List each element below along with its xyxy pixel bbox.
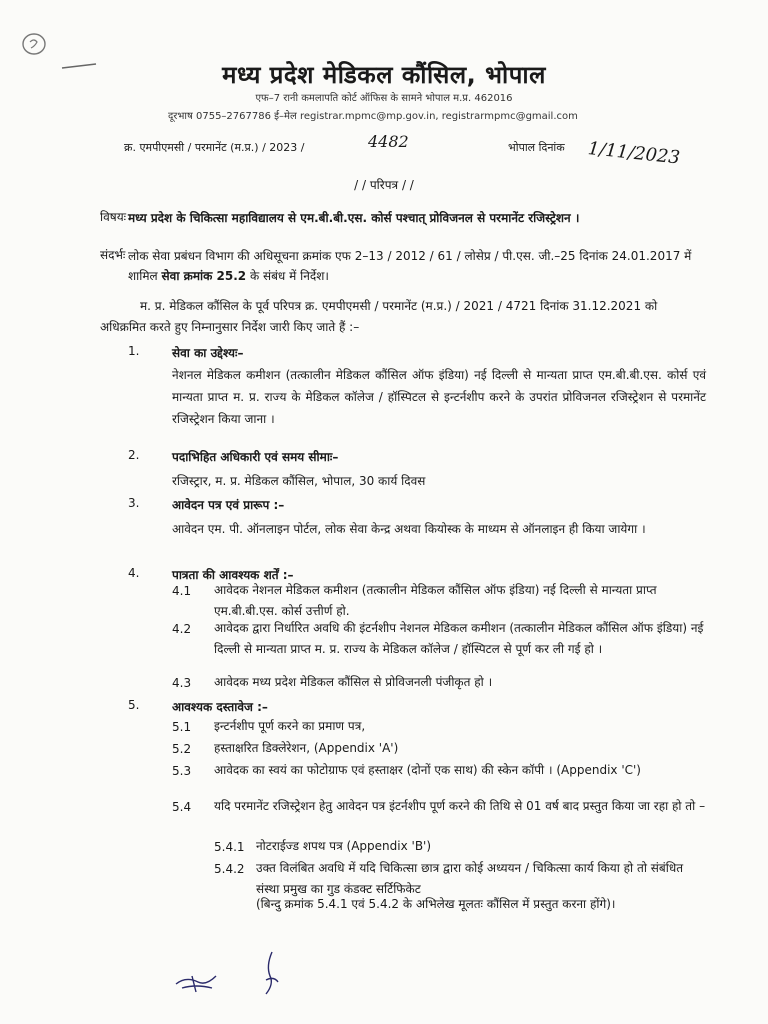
section-number: 4.: [128, 566, 140, 580]
subitem-number: 5.4.1: [214, 840, 245, 854]
council-address: एफ–7 रानी कमलापति कोर्ट ऑफिस के सामने भोपाल म.प्र. 462016: [255, 93, 513, 104]
date-label: भोपाल दिनांक: [508, 141, 565, 154]
subitem-text: नोटराईज्ड शपथ पत्र (Appendix 'B'): [256, 839, 432, 853]
reference-text-a: लोक सेवा प्रबंधन विभाग की अधिसूचना क्रमांक एफ 2–13 / 2012 / 61 / लोसेप्र / पी.एस. जी.–25 दिनांक 24.01.2017 में शामिल: [128, 249, 692, 283]
item-number: 5.1: [172, 720, 192, 734]
section-text: नेशनल मेडिकल कमीशन (तत्कालीन मेडिकल कौंसिल ऑफ इंडिया) नई दिल्ली से मान्यता प्राप्त एम.बी.बी.एस. कोर्स एवं मान्यता प्राप्त म. प्र. राज्य के मेडिकल कॉलेज / हॉस्पिटल से इन्टर्नशीप करने के उपरांत प्रोविजनल रजिस्ट्रेशन से परमानेंट रजिस्ट्रेशन किया जाना ।: [172, 368, 706, 426]
subject-label: विषयः: [100, 210, 127, 224]
item-number: 5.2: [172, 742, 192, 756]
section-heading: सेवा का उद्देश्यः–: [172, 346, 244, 360]
item-text: आवेदक का स्वयं का फोटोग्राफ एवं हस्ताक्षर (दोनों एक साथ) की स्केन कॉपी । (Appendix 'C'): [214, 763, 641, 777]
section-number: 2.: [128, 448, 140, 462]
documents-note: (बिन्दु क्रमांक 5.4.1 एवं 5.4.2 के अभिलेख मूलतः कौंसिल में प्रस्तुत करना होंगे)।: [256, 897, 616, 911]
council-title: मध्य प्रदेश मेडिकल कौंसिल, भोपाल: [222, 61, 546, 89]
section-number: 5.: [128, 698, 140, 712]
section-text: रजिस्ट्रार, म. प्र. मेडिकल कौंसिल, भोपाल, 30 कार्य दिवस: [172, 474, 426, 488]
item-text: आवेदक नेशनल मेडिकल कमीशन (तत्कालीन मेडिकल कौंसिल ऑफ इंडिया) नई दिल्ली से मान्यता प्राप्त एम.बी.बी.एस. कोर्स उत्तीर्ण हो.: [214, 583, 657, 618]
circular-label: / / परिपत्र / /: [354, 178, 414, 192]
reference-number-label: क्र. एमपीएमसी / परमानेंट (म.प्र.) / 2023 /: [124, 141, 305, 154]
handwritten-reference-number: 4482: [368, 132, 409, 151]
item-number: 4.2: [172, 622, 192, 636]
signature-mark: [258, 950, 284, 998]
reference-text-b: के संबंध में निर्देश।: [249, 269, 329, 283]
section-heading: आवेदन पत्र एवं प्रारूप :–: [172, 498, 285, 512]
intro-paragraph: म. प्र. मेडिकल कौंसिल के पूर्व परिपत्र क्र. एमपीएमसी / परमानेंट (म.प्र.) / 2021 / 4721 दिनांक 31.12.2021 को अधिक्रमित करते हुए निम्नानुसार निर्देश जारी किए जाते हैं :–: [100, 299, 658, 334]
reference-label: संदर्भः: [100, 248, 126, 262]
section-heading: पात्रता की आवश्यक शर्तें :–: [172, 568, 294, 582]
item-number: 4.3: [172, 676, 192, 690]
item-text: आवेदक द्वारा निर्धारित अवधि की इंटर्नशीप नेशनल मेडिकल कमीशन (तत्कालीन मेडिकल कौंसिल ऑफ इंडिया) नई दिल्ली से मान्यता प्राप्त म. प्र. राज्य के मेडिकल कॉलेज / हॉस्पिटल से पूर्ण कर ली गई हो ।: [214, 621, 704, 656]
council-contact: दूरभाष 0755–2767786 ई–मेल registrar.mpmc@mp.gov.in, registrarmpmc@gmail.com: [168, 111, 578, 122]
section-text: आवेदन एम. पी. ऑनलाइन पोर्टल, लोक सेवा केन्द्र अथवा कियोस्क के माध्यम से ऑनलाइन ही किया जायेगा ।: [172, 522, 646, 536]
handwritten-date: 1/11/2023: [586, 138, 681, 169]
signature-initial: [172, 966, 222, 996]
section-number: 1.: [128, 344, 140, 358]
subject-text: [128, 208, 708, 228]
item-text: आवेदक मध्य प्रदेश मेडिकल कौंसिल से प्रोविजनली पंजीकृत हो ।: [214, 675, 493, 689]
section-heading: पदाभिहित अधिकारी एवं समय सीमाः–: [172, 450, 339, 464]
subject-body: मध्य प्रदेश के चिकित्सा महाविद्यालय से एम.बी.बी.एस. कोर्स पश्चात् प्रोविजनल से परमानेंट रजिस्ट्रेशन ।: [128, 211, 580, 225]
reference-service-number: सेवा क्रमांक 25.2: [161, 269, 247, 283]
handwritten-circle-mark: [20, 30, 48, 58]
item-text: इन्टर्नशीप पूर्ण करने का प्रमाण पत्र,: [214, 719, 366, 733]
item-text: यदि परमानेंट रजिस्ट्रेशन हेतु आवेदन पत्र इंटर्नशीप पूर्ण करने की तिथि से 01 वर्ष बाद प्रस्तुत किया जा रहा हो तो –: [214, 799, 706, 813]
section-heading: आवश्यक दस्तावेज :–: [172, 700, 268, 714]
section-number: 3.: [128, 496, 140, 510]
subitem-text: उक्त विलंबित अवधि में यदि चिकित्सा छात्र द्वारा कोई अध्ययन / चिकित्सा कार्य किया हो तो संबंधित संस्था प्रमुख का गुड कंडक्ट सर्टिफिकेट: [256, 861, 684, 896]
item-number: 4.1: [172, 584, 192, 598]
reference-text: [128, 246, 708, 286]
item-number: 5.4: [172, 800, 192, 814]
item-number: 5.3: [172, 764, 192, 778]
subitem-number: 5.4.2: [214, 862, 245, 876]
item-text: हस्ताक्षरित डिक्लेरेशन, (Appendix 'A'): [214, 741, 399, 755]
